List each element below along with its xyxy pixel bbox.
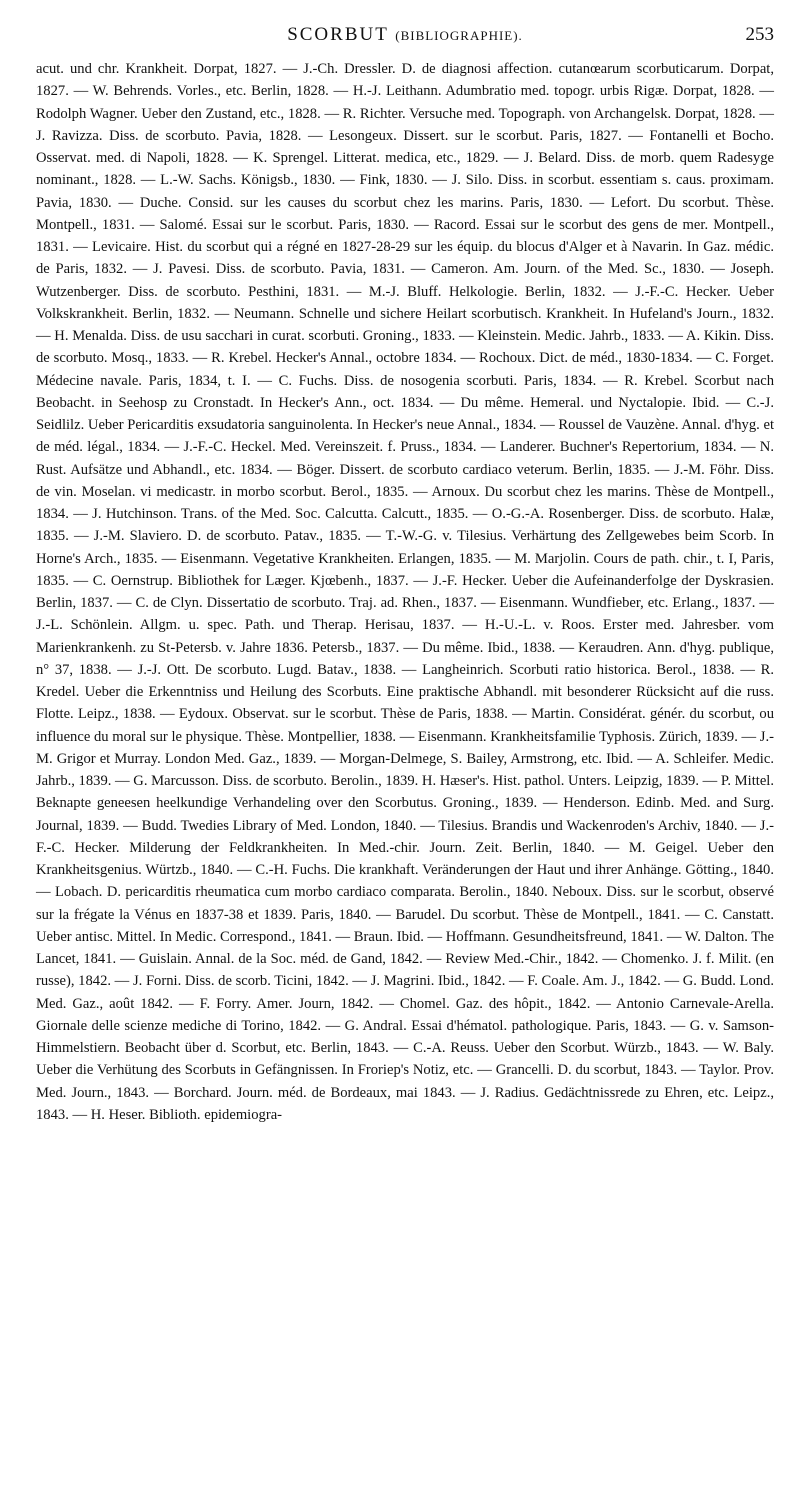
bibliography-text: acut. und chr. Krankheit. Dorpat, 1827. — J.-Ch. Dressler. D. de diagnosi affection. cutanœarum scorbuticarum. Dorpat, 1827. — W. Behrends. Vorles., etc. Berlin, 1828. — H.-J. Leithann. Adumbratio med. topogr. urbis Rigæ. Dorpat, 1828. — Rodolph Wagner. Ueber den Zustand, etc., 1828. — R. Richter. Versuche med. Topograph. von Archangelsk. Dorpat, 1828. — J. Ravizza. Diss. de scorbuto. Pavia, 1828. — Lesongeux. Dissert. sur le scorbut. Paris, 1827. — Fontanelli et Bocho. Osservat. med. di Napoli, 1828. — K. Sprengel. Litterat. medica, etc., 1829. — J. Belard. Diss. de morb. quem Radesyge nominant., 1828. — L.-W. Sachs. Königsb., 1830. — Fink, 1830. — J. Silo. Diss. in scorbut. essentiam s. caus. proximam. Pavia, 1830. — Duche. Consid. sur les causes du scorbut chez les marins. Paris, 1830. — Lefort. Du scorbut. Thèse. Montpell., 1831. — Salomé. Essai sur le scorbut. Paris, 1830. — Racord. Essai sur le scorbut des gens de mer. Montpell., 1831. — Levicaire. Hist. du scorbut qui a régné en 1827-28-29 sur les équip. du blocus d'Alger et à Navarin. In Gaz. médic. de Paris, 1832. — J. Pavesi. Diss. de scorbuto. Pavia, 1831. — Cameron. Am. Journ. of the Med. Sc., 1830. — Joseph. Wutzenberger. Diss. de scorbuto. Pesthini, 1831. — M.-J. Bluff. Helkologie. Berlin, 1832. — J.-F.-C. Hecker. Ueber Volkskrankheit. Berlin, 1832. — Neumann. Schnelle und sichere Heilart scorbutisch. Krankheit. In Hufeland's Journ., 1832. — H. Menalda. Diss. de usu sacchari in curat. scorbuti. Groning., 1833. — Kleinstein. Medic. Jahrb., 1833. — A. Kikin. Diss. de scorbuto. Mosq., 1833. — R. Krebel. Hecker's Annal., octobre 1834. — Rochoux. Dict. de méd., 1830-1834. — C. Forget. Médecine navale. Paris, 1834, t. I. — C. Fuchs. Diss. de nosogenia scorbuti. Paris, 1834. — R. Krebel. Scorbut nach Beobacht. in Seehosp zu Cronstadt. In Hecker's Ann., oct. 1834. — Du même. Hemeral. und Nyctalopie. Ibid. — C.-J. Seidlilz. Ueber Pericarditis exsudatoria sanguinolenta. In Hecker's neue Annal., 1834. — Roussel de Vauzène. Annal. d'hyg. et de méd. légal., 1834. — J.-F.-C. Heckel. Med. Vereinszeit. f. Pruss., 1834. — Landerer. Buchner's Repertorium, 1834. — N. Rust. Aufsätze und Abhandl., etc. 1834. — Böger. Dissert. de scorbuto cardiaco veterum. Berlin, 1835. — J.-M. Föhr. Diss. de vin. Moselan. vi medicastr. in morbo scorbut. Berol., 1835. — Arnoux. Du scorbut chez les marins. Thèse de Montpell., 1834. — J. Hutchinson. Trans. of the Med. Soc. Calcutta. Calcutt., 1835. — O.-G.-A. Rosenberger. Diss. de scorbuto. Halæ, 1835. — J.-M. Slaviero. D. de scorbuto. Patav., 1835. — T.-W.-G. v. Tilesius. Verhärtung des Zellgewebes beim Scorb. In Horne's Arch., 1835. — Eisenmann. Vegetative Krankheiten. Erlangen, 1835. — M. Marjolin. Cours de path. chir., t. I, Paris, 1835. — C. Oernstrup. Bibliothek for Læger. Kjœbenh., 1837. — J.-F. Hecker. Ueber die Aufeinanderfolge der Dyskrasien. Berlin, 1837. — C. de Clyn. Dissertatio de scorbuto. Traj. ad. Rhen., 1837. — Eisenmann. Wundfieber, etc. Erlang., 1837. — J.-L. Schönlein. Allgm. u. spec. Path. und Therap. Herisau, 1837. — H.-U.-L. v. Roos. Erster med. Jahresber. vom Marienkrankenh. zu St-Petersb. v. Jahre 1836. Petersb., 1837. — Du même. Ibid., 1838. — Keraudren. Ann. d'hyg. publique, n° 37, 1838. — J.-J. Ott. De scorbuto. Lugd. Batav., 1838. — Langheinrich. Scorbuti ratio historica. Berol., 1838. — R. Kredel. Ueber die Erkenntniss und Heilung des Scorbuts. Eine praktische Abhandl. mit besonderer Rücksicht auf die russ. Flotte. Leipz., 1838. — Eydoux. Observat. sur le scorbut. Thèse de Paris, 1838. — Martin. Considérat. génér. du scorbut, ou influence du moral sur le physique. Thèse. Montpellier, 1838. — Eisenmann. Krankheitsfamilie Typhosis. Zürich, 1839. — J.-M. Grigor et Murray. London Med. Gaz., 1839. — Morgan-Delmege, S. Bailey, Armstrong, etc. Ibid. — A. Schleifer. Medic. Jahrb., 1839. — G. Marcusson. Diss. de scorbuto. Berolin., 1839. H. Hæser's. Hist. pathol. Unters. Leipzig, 1839. — P. Mittel. Beknapte geneesen heelkundige Verhandeling over den Scorbutus. Groning., 1839. — Henderson. Edinb. Med. and Surg. Journal, 1839. — Budd. Twedies Library of Med. London, 1840. — Tilesius. Brandis und Wackenroden's Archiv, 1840. — J.-F.-C. Hecker. Milderung der Feldkrankheiten. In Med.-chir. Journ. Zeit. Berlin, 1840. — M. Geigel. Ueber den Krankheitsgenius. Würtzb., 1840. — C.-H. Fuchs. Die krankhaft. Veränderungen der Haut und ihrer Anhänge. Götting., 1840. — Lobach. D. pericarditis rheumatica cum morbo cardiaco comparata. Berolin., 1840. Neboux. Diss. sur le scorbut, observé sur la frégate la Vénus en 1837-38 et 1839. Paris, 1840. — Barudel. Du scorbut. Thèse de Montpell., 1841. — C. Canstatt. Ueber antisc. Mittel. In Medic. Correspond., 1841. — Braun. Ibid. — Hoffmann. Gesundheitsfreund, 1841. — W. Dalton. The Lancet, 1841. — Guislain. Annal. de la Soc. méd. de Gand, 1842. — Review Med.-Chir., 1842. — Chomenko. J. f. Milit. (en russe), 1842. — J. Forni. Diss. de scorb. Ticini, 1842. — J. Magrini. Ibid., 1842. — F. Coale. Am. J., 1842. — G. Budd. Lond. Med. Gaz., août 1842. — F. Forry. Amer. Journ, 1842. — Chomel. Gaz. des hôpit., 1842. — Antonio Carnevale-Arella. Giornale delle scienze mediche di Torino, 1842. — G. Andral. Essai d'hématol. pathologique. Paris, 1843. — G. v. Samson-Himmelstiern. Beobacht über d. Scorbut, etc. Berlin, 1843. — C.-A. Reuss. Ueber den Scorbut. Würzb., 1843. — W. Baly. Ueber die Verhütung des Scorbuts in Gefängnissen. In Froriep's Notiz, etc. — Grancelli. D. du scorbut, 1843. — Taylor. Prov. Med. Journ., 1843. — Borchard. Journ. méd. de Bordeaux, mai 1843. — J. Radius. Gedächtnissrede zu Ehren, etc. Leipz., 1843. — H. Heser. Biblioth. epidemiogra- — [36, 61, 774, 1123]
running-title — [36, 24, 774, 46]
running-header — [36, 18, 774, 58]
running-title-main: SCORBUT — [287, 24, 389, 45]
page-number: 253 — [745, 24, 774, 45]
running-title-subtitle: (BIBLIOGRAPHIE). — [395, 28, 523, 43]
